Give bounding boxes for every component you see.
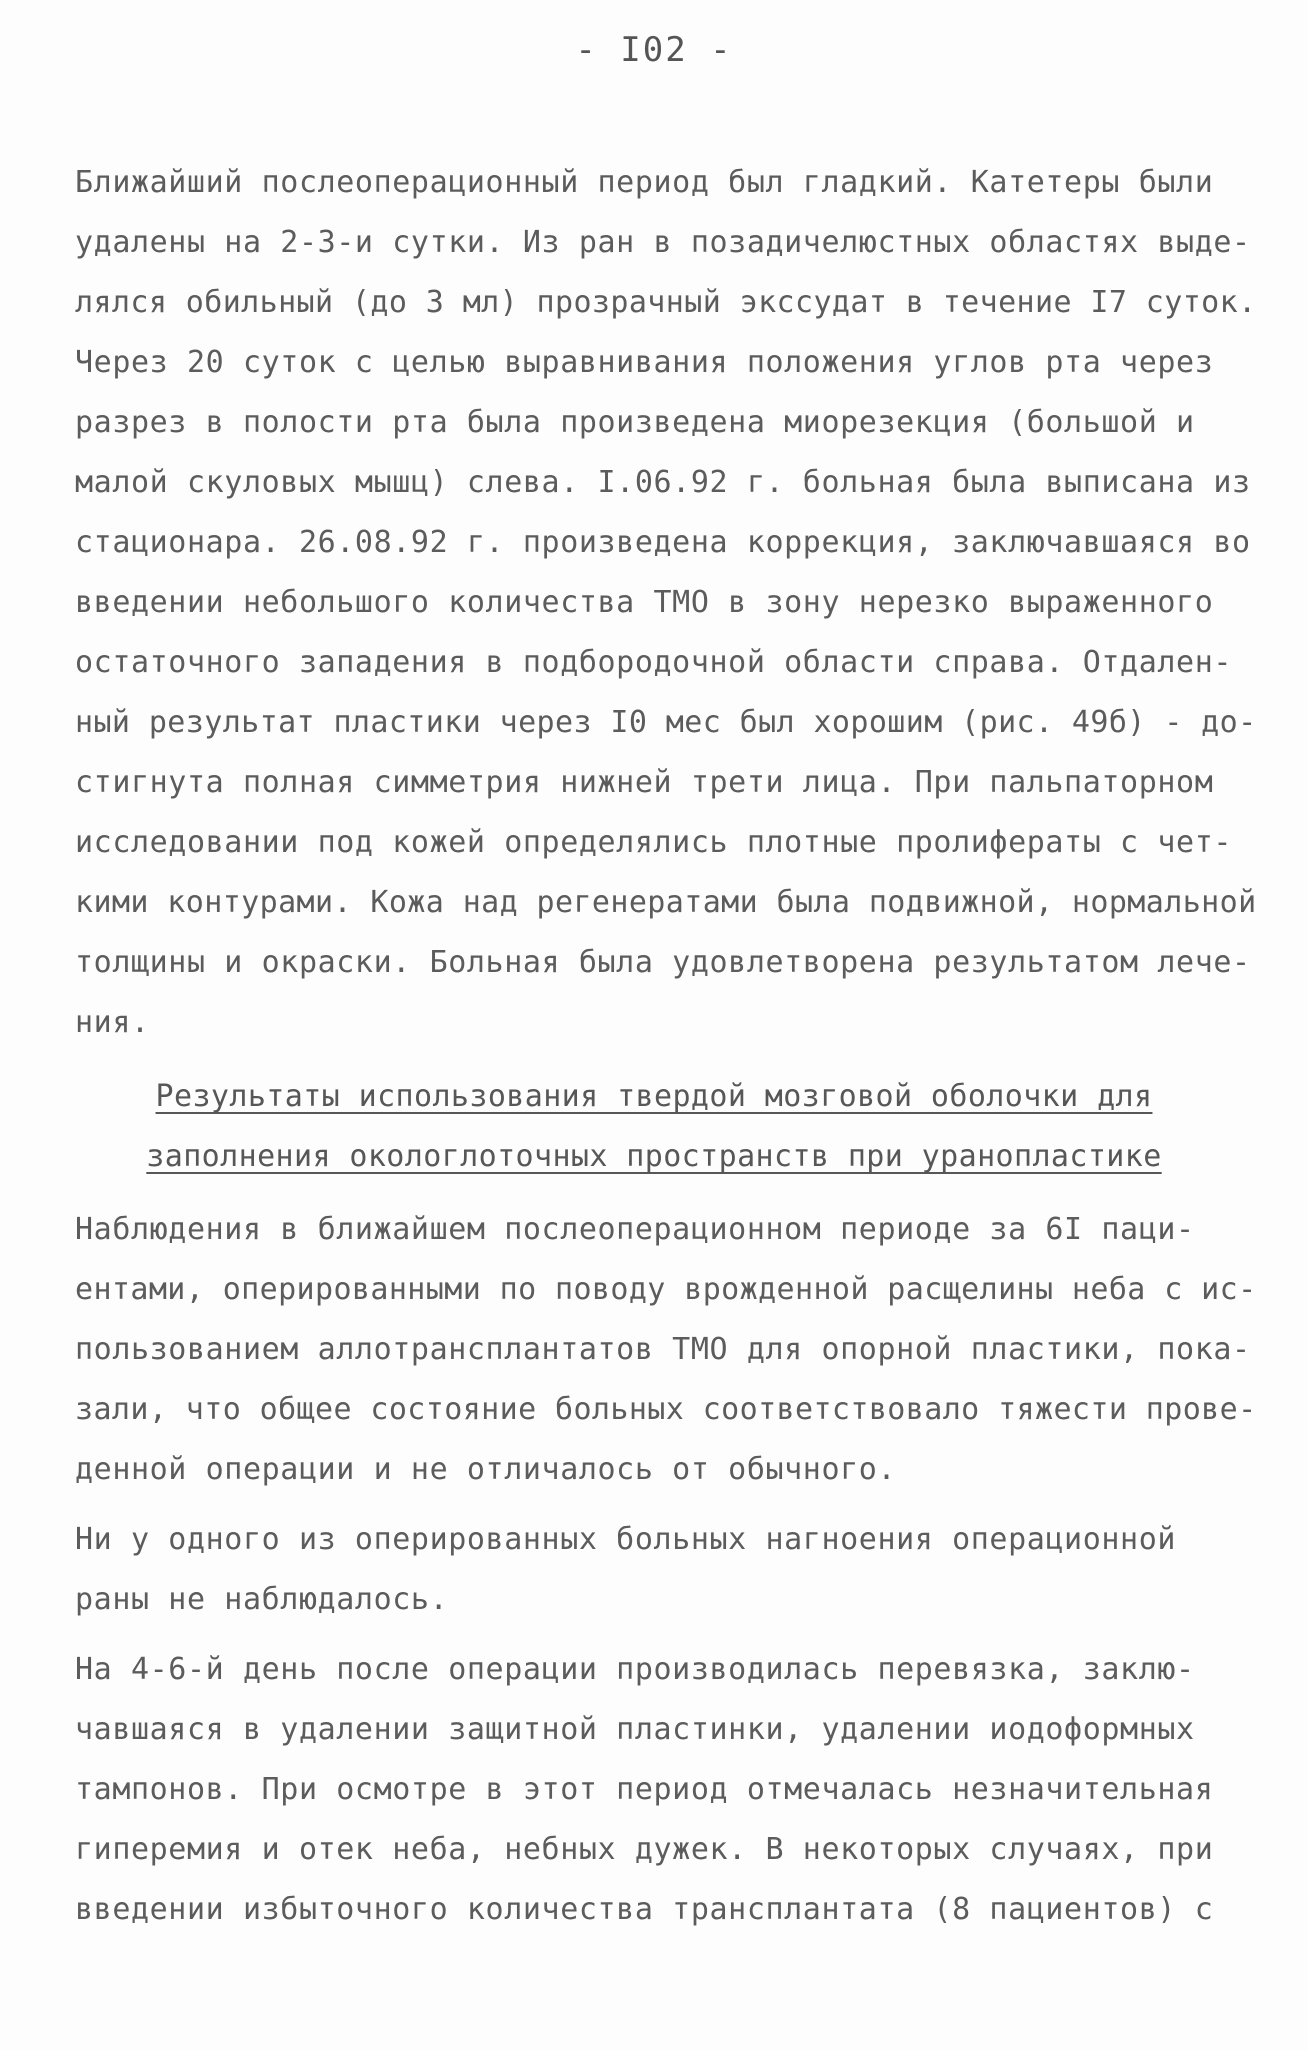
paragraph-line: гиперемия и отек неба, небных дужек. В некоторых случаях, при — [75, 1832, 1214, 1867]
paragraph-line: ентами, оперированными по поводу врожденной расщелины неба с ис- — [75, 1272, 1257, 1307]
paragraph-line: пользованием аллотрансплантатов ТМО для опорной пластики, пока- — [75, 1332, 1251, 1367]
section-heading-line: Результаты использования твердой мозговой оболочки для — [155, 1079, 1153, 1114]
paragraph-line: остаточного западения в подбородочной области справа. Отдален- — [75, 645, 1233, 680]
paragraph-line: зали, что общее состояние больных соответствовало тяжести прове- — [75, 1392, 1257, 1427]
paragraph-line: толщины и окраски. Больная была удовлетворена результатом лече- — [75, 945, 1251, 980]
paragraph-line: Наблюдения в ближайшем послеоперационном периоде за 6I паци- — [75, 1212, 1195, 1247]
paragraph-line: лялся обильный (до 3 мл) прозрачный экссудат в течение I7 суток. — [75, 285, 1257, 320]
paragraph-line: стигнута полная симметрия нижней трети лица. При пальпаторном — [75, 765, 1214, 800]
paragraph-line: малой скуловых мышц) слева. I.06.92 г. больная была выписана из — [75, 465, 1251, 500]
page-number: - I02 - — [575, 30, 733, 70]
section-heading-line: заполнения окологлоточных пространств при уранопластике — [146, 1139, 1162, 1174]
paragraph-line: Через 20 суток с целью выравнивания положения углов рта через — [75, 345, 1214, 380]
paragraph-line: раны не наблюдалось. — [75, 1582, 449, 1617]
paragraph-line: тампонов. При осмотре в этот период отмечалась незначительная — [75, 1772, 1214, 1807]
paragraph-line: На 4-6-й день после операции производилась перевязка, заклю- — [75, 1652, 1195, 1687]
paragraph-line: Ближайший послеоперационный период был гладкий. Катетеры были — [75, 165, 1214, 200]
paragraph-line: исследовании под кожей определялись плотные пролифераты с чет- — [75, 825, 1233, 860]
paragraph-line: введении небольшого количества ТМО в зону нерезко выраженного — [75, 585, 1214, 620]
paragraph-line: чавшаяся в удалении защитной пластинки, удалении иодоформных — [75, 1712, 1195, 1747]
paragraph-line: Ни у одного из оперированных больных нагноения операционной — [75, 1522, 1177, 1557]
paragraph-line: ный результат пластики через I0 мес был хорошим (рис. 49б) - до- — [75, 705, 1257, 740]
paragraph-line: стационара. 26.08.92 г. произведена коррекция, заключавшаяся во — [75, 525, 1251, 560]
paragraph-line: разрез в полости рта была произведена миорезекция (большой и — [75, 405, 1195, 440]
paragraph-line: денной операции и не отличалось от обычного. — [75, 1452, 897, 1487]
paragraph-line: введении избыточного количества трансплантата (8 пациентов) с — [75, 1892, 1214, 1927]
paragraph-line: удалены на 2-3-и сутки. Из ран в позадичелюстных областях выде- — [75, 225, 1251, 260]
paragraph-line: кими контурами. Кожа над регенератами была подвижной, нормальной — [75, 885, 1257, 920]
paragraph-line: ния. — [75, 1005, 150, 1040]
